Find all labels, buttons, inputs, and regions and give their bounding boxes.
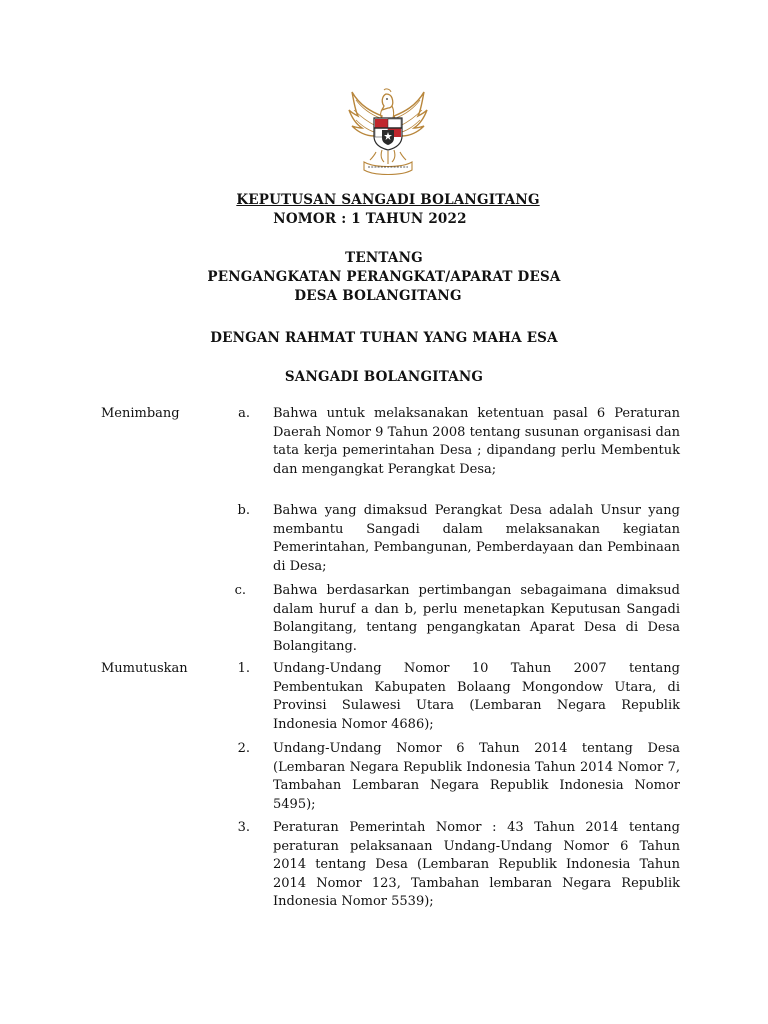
memutuskan-marker-2: 2. — [237, 741, 250, 756]
menimbang-item-b: Bahwa yang dimaksud Perangkat Desa adalah Unsur yang membantu Sangadi dalam melaksanakan kegiatan Pemerintahan, Pembangunan, Pemberdayaan dan Pembinaan di Desa; — [273, 503, 680, 574]
menimbang-item-a: Bahwa untuk melaksanakan ketentuan pasal 6 Peraturan Daerah Nomor 9 Tahun 2008 tentang susunan organisasi dan tata kerja pemerintahan Desa ; dipandang perlu Membentuk dan mengangkat Perangkat Desa; — [273, 406, 680, 477]
menimbang-marker-a: a. — [238, 406, 250, 421]
subject-line2: DESA BOLANGITANG — [294, 288, 462, 304]
garuda-emblem-icon — [346, 86, 430, 180]
authority-heading: SANGADI BOLANGITANG — [284, 369, 484, 385]
menimbang-label: Menimbang — [101, 406, 180, 421]
decree-title-line1: KEPUTUSAN SANGADI BOLANGITANG — [236, 192, 540, 208]
decree-title — [0, 191, 768, 229]
invocation: DENGAN RAHMAT TUHAN YANG MAHA ESA — [210, 330, 558, 346]
decree-number: NOMOR : 1 TAHUN 2022 — [273, 211, 467, 227]
memutuskan-item-2: Undang-Undang Nomor 6 Tahun 2014 tentang Desa (Lembaran Negara Republik Indonesia Tahun 2014 Nomor 7, Tambahan Lembaran Negara Republik Indonesia Nomor 5495); — [273, 741, 680, 812]
about-heading: TENTANG — [345, 250, 423, 266]
decree-subject — [0, 249, 768, 306]
subject-line1: PENGANGKATAN PERANGKAT/APARAT DESA — [207, 269, 561, 285]
memutuskan-item-1: Undang-Undang Nomor 10 Tahun 2007 tentang Pembentukan Kabupaten Bolaang Mongondow Utara, di Provinsi Sulawesi Utara (Lembaran Negara Republik Indonesia Nomor 4686); — [273, 661, 680, 732]
menimbang-item-c: Bahwa berdasarkan pertimbangan sebagaimana dimaksud dalam huruf a dan b, perlu menetapkan Keputusan Sangadi Bolangitang, tentang pengangkatan Aparat Desa di Desa Bolangitang. — [273, 583, 680, 654]
menimbang-marker-c: c. — [234, 583, 246, 598]
memutuskan-item-3: Peraturan Pemerintah Nomor : 43 Tahun 2014 tentang peraturan pelaksanaan Undang-Undang Nomor 6 Tahun 2014 tentang Desa (Lembaran Republik Indonesia Tahun 2014 Nomor 123, Tambahan lembaran Negara Republik Indonesia Nomor 5539); — [273, 820, 680, 910]
memutuskan-marker-3: 3. — [237, 820, 250, 835]
memutuskan-marker-1: 1. — [237, 661, 250, 676]
memutuskan-label: Mumutuskan — [101, 661, 188, 676]
menimbang-marker-b: b. — [237, 503, 250, 518]
